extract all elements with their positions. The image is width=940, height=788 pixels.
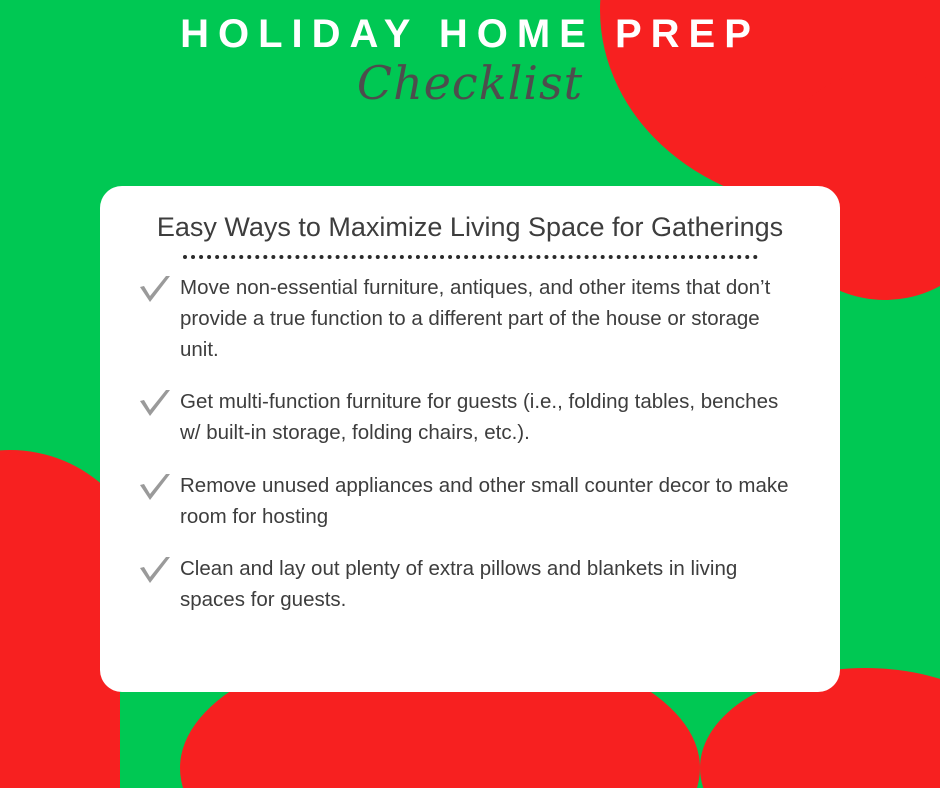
check-icon: [138, 473, 180, 503]
heading-divider: [183, 255, 758, 259]
poster-subtitle: Checklist: [356, 56, 584, 110]
poster-header: [0, 0, 940, 109]
list-item-text: Clean and lay out plenty of extra pillows and blankets in living spaces for guests.: [180, 557, 738, 612]
checklist-heading: Easy Ways to Maximize Living Space for Gatherings: [156, 212, 784, 242]
list-item-text: Get multi-function furniture for guests (i.e., folding tables, benches w/ built-in storage, folding chairs, etc.).: [180, 390, 779, 445]
checklist-card: [100, 186, 840, 692]
list-item-text: Move non-essential furniture, antiques, and other items that don’t provide a true function to a different part of the house or storage unit.: [180, 276, 771, 361]
check-icon: [138, 389, 180, 419]
poster-title: HOLIDAY HOME PREP: [180, 12, 760, 56]
list-item: [138, 554, 802, 616]
decorative-block-bottom-left: [0, 678, 120, 788]
list-item: [138, 471, 802, 533]
check-icon: [138, 275, 180, 305]
list-item: [138, 387, 802, 449]
checklist-items: [128, 273, 812, 616]
check-icon: [138, 556, 180, 586]
list-item-text: Remove unused appliances and other small counter decor to make room for hosting: [180, 473, 789, 528]
list-item: [138, 273, 802, 365]
